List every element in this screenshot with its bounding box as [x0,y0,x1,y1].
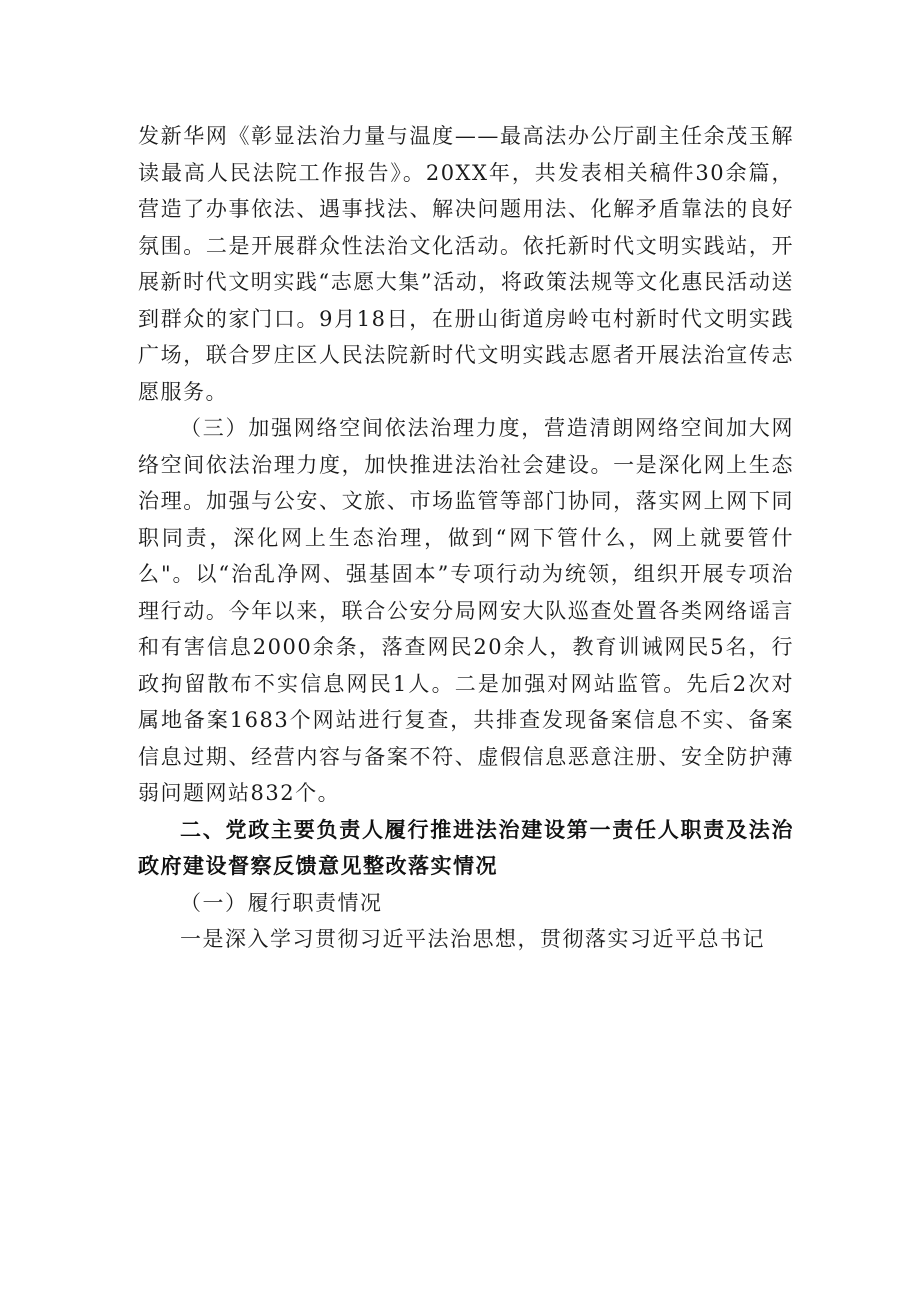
subsection-heading: （一）履行职责情况 [180,890,383,915]
paragraph-network-governance: （三）加强网络空间依法治理力度，营造清朗网络空间加大网络空间依法治理力度，加快推进法治社会建设。一是深化网上生态治理。加强与公安、文旅、市场监管等部门协同，落实网上网下同职同责，深化网上生态治理，做到“网下管什么，网上就要管什么"。以“治乱净网、强基固本”专项行动为统领，组织开展专项治理行动。今年以来，联合公安分局网安大队巡查处置各类网络谣言和有害信息2000余条，落查网民20余人，教育训诫网民5名，行政拘留散布不实信息网民1人。二是加强对网站监管。先后2次对属地备案1683个网站进行复查，共排查发现备案信息不实、备案信息过期、经营内容与备案不符、虚假信息恶意注册、安全防护薄弱问题网站832个。 [138,416,794,805]
document-body [138,118,794,958]
section-heading: 二、党政主要负责人履行推进法治建设第一责任人职责及法治政府建设督察反馈意见整改落实情况 [138,817,794,878]
paragraph-continuation: 发新华网《彰显法治力量与温度——最高法办公厅副主任余茂玉解读最高人民法院工作报告》。20XX年，共发表相关稿件30余篇，营造了办事依法、遇事找法、解决问题用法、化解矛盾靠法的良好氛围。二是开展群众性法治文化活动。依托新时代文明实践站，开展新时代文明实践“志愿大集”活动，将政策法规等文化惠民活动送到群众的家门口。9月18日，在册山街道房岭屯村新时代文明实践广场，联合罗庄区人民法院新时代文明实践志愿者开展法治宣传志愿服务。 [138,124,794,404]
paragraph-duty-start: 一是深入学习贯彻习近平法治思想，贯彻落实习近平总书记 [180,927,765,951]
